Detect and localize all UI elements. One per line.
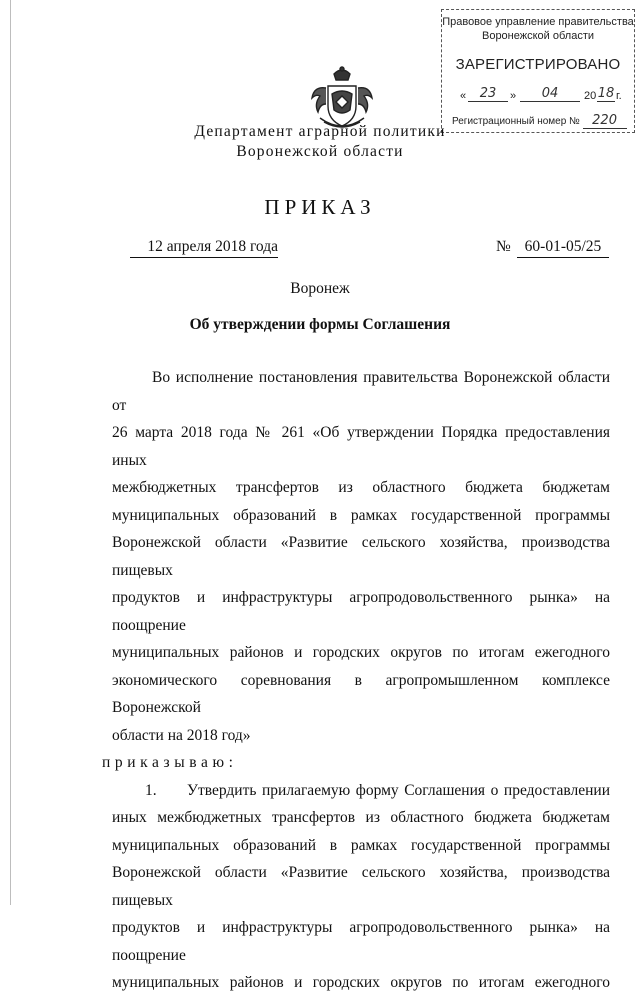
body-line: муниципальных районов и городских округов по итогам ежегодного [112, 644, 610, 661]
department-line-1: Департамент аграрной политики [194, 123, 446, 140]
order-number-label: № [496, 238, 511, 255]
item-1-first-line [112, 777, 610, 805]
body-line: муниципальных образований в рамках государственной программы [112, 506, 610, 524]
body-line: продуктов и инфраструктуры агропродовольственного рынка» на поощрение [112, 589, 610, 634]
order-date: 12 апреля 2018 года [130, 237, 278, 258]
body-line: Воронежской области «Развитие сельского хозяйства, производства пищевых [112, 534, 610, 579]
item-1-number: 1. [145, 781, 157, 799]
body-line: Утвердить прилагаемую форму Соглашения о предоставлении [187, 781, 610, 799]
order-title: ПРИКАЗ [264, 195, 376, 219]
stamp-year-unit: г. [616, 90, 622, 102]
body-line: Воронежской области «Развитие сельского хозяйства, производства пищевых [112, 864, 610, 909]
stamp-reg-number: 220 [583, 113, 627, 129]
body-line: экономического соревнования в агропромышленном комплексе Воронежской [112, 671, 610, 716]
stamp-line-1: Правовое управление правительства [442, 16, 634, 28]
body-line: муниципальных районов и городских округов по итогам ежегодного [112, 974, 610, 991]
body-line: межбюджетных трансфертов из областного бюджета бюджетам [112, 479, 610, 496]
department-line-2: Воронежской области [236, 143, 404, 160]
city: Воронеж [290, 280, 350, 297]
registration-stamp: Правовое управление правительства Воронежской области ЗАРЕГИСТРИРОВАНО « 23 » 04 20 18 г. Регистрационный номер № 220 [441, 9, 635, 133]
stamp-year-suffix: 18 [597, 86, 615, 101]
prikazyvayu: приказываю: [102, 754, 238, 771]
order-subject: Об утверждении формы Соглашения [189, 316, 451, 333]
order-number: 60-01-05/25 [517, 237, 609, 258]
body-line: муниципальных образований в рамках государственной программы [112, 836, 610, 854]
body-line: Во исполнение постановления правительства Воронежской области от [112, 369, 610, 414]
stamp-line-2: Воронежской области [481, 30, 594, 42]
body-line: продуктов и инфраструктуры агропродовольственного рынка» на поощрение [112, 919, 610, 964]
document-body [102, 364, 610, 997]
stamp-year-prefix: 20 [584, 90, 597, 102]
body-line: 26 марта 2018 года № 261 «Об утверждении Порядка предоставления иных [112, 424, 610, 469]
stamp-reg-label: Регистрационный номер № [452, 116, 580, 127]
stamp-month: 04 [520, 86, 580, 102]
body-line: иных межбюджетных трансфертов из областного бюджета бюджетам [112, 809, 610, 826]
stamp-day: 23 [468, 86, 508, 102]
stamp-registered: ЗАРЕГИСТРИРОВАНО [455, 56, 621, 73]
body-line: области на 2018 год» [112, 726, 251, 744]
